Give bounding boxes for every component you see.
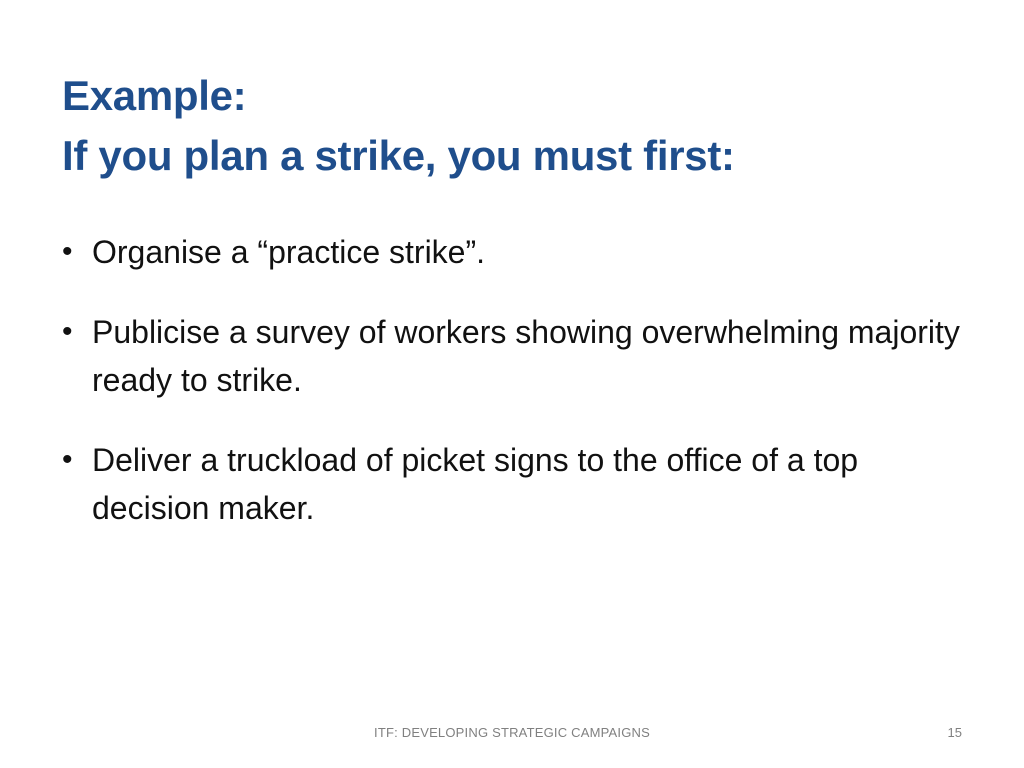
bullet-list [62,228,962,564]
bullet-item [62,228,962,276]
slide-title [62,66,962,186]
footer-title: ITF: DEVELOPING STRATEGIC CAMPAIGNS [374,725,650,740]
page-number: 15 [947,725,962,740]
bullet-item [62,308,962,404]
bullet-icon: • [62,235,73,268]
bullet-text: Organise a “practice strike”. [92,234,486,270]
slide-title-line-1: Example: [62,72,247,119]
bullet-icon: • [62,443,73,476]
bullet-text: Deliver a truckload of picket signs to the office of a top decision maker. [92,442,859,526]
slide-title-line-2: If you plan a strike, you must first: [62,132,735,179]
bullet-icon: • [62,315,73,348]
bullet-item [62,436,962,532]
bullet-text: Publicise a survey of workers showing overwhelming majority ready to strike. [92,314,960,398]
